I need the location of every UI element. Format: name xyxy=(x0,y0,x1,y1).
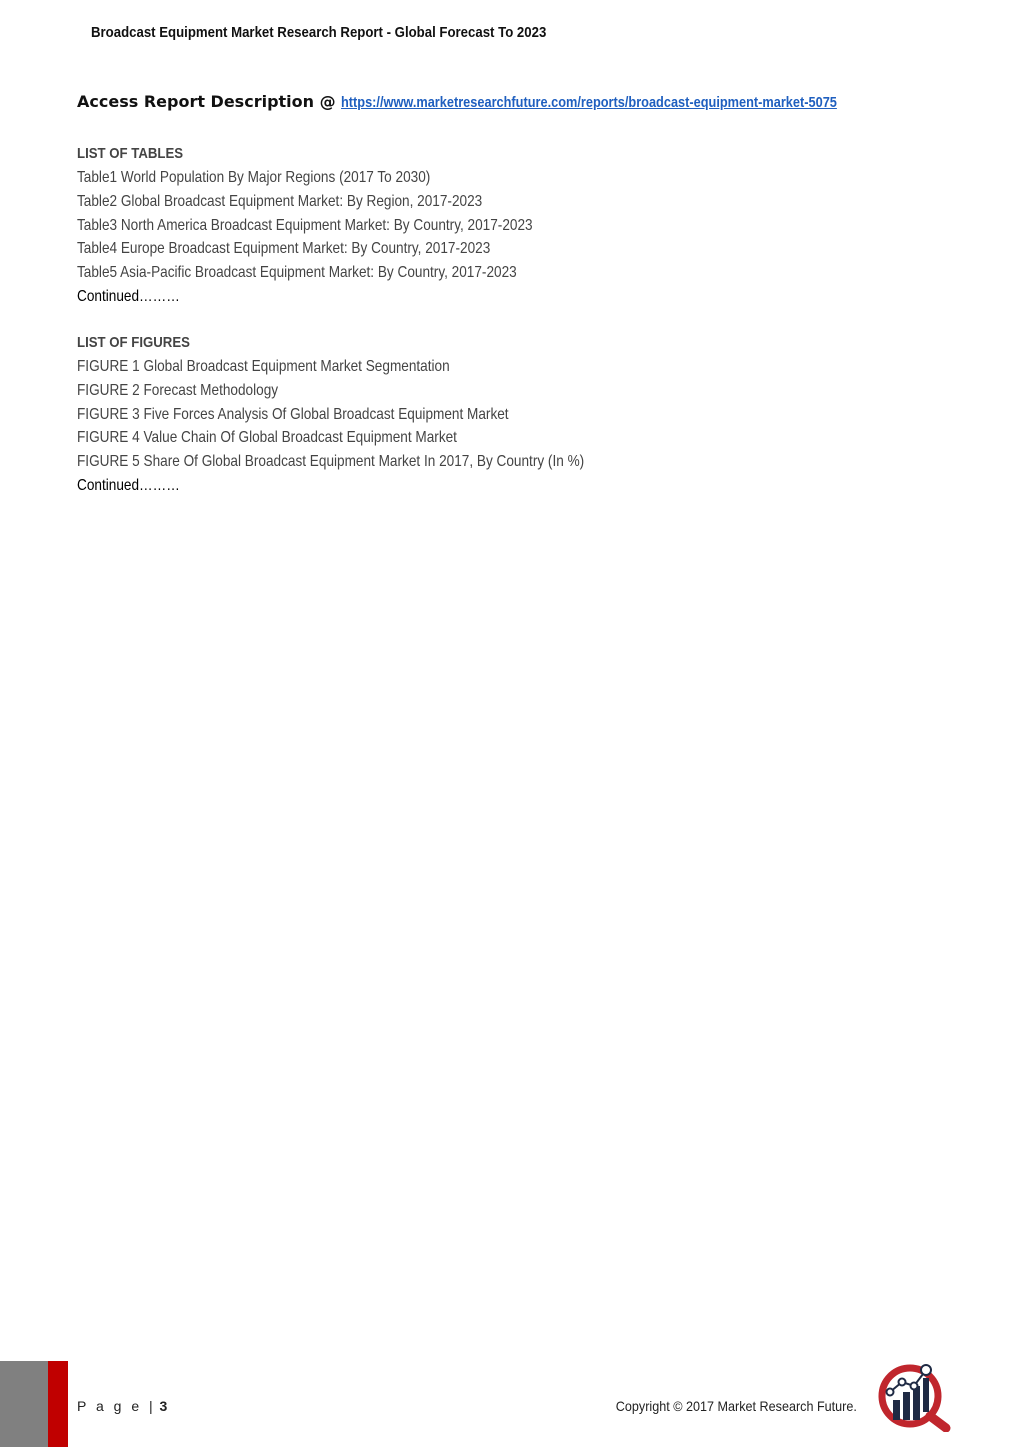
footer-red-bar xyxy=(48,1361,68,1447)
logo-point-4 xyxy=(921,1365,931,1375)
report-url-link[interactable]: https://www.marketresearchfuture.com/reports/broadcast-equipment-market-5075 xyxy=(341,95,838,111)
logo-bar-3 xyxy=(913,1386,920,1420)
logo-point-2 xyxy=(899,1379,906,1386)
list-item: FIGURE 1 Global Broadcast Equipment Market Segmentation xyxy=(77,358,450,375)
tables-continued-text: Continued……… xyxy=(77,287,180,305)
footer-gray-bar xyxy=(0,1361,48,1447)
list-of-tables xyxy=(77,142,613,309)
access-report-label: Access Report Description @ xyxy=(77,92,342,111)
list-of-figures xyxy=(77,331,674,498)
logo-bar-1 xyxy=(893,1400,900,1420)
list-item: Table3 North America Broadcast Equipment Market: By Country, 2017-2023 xyxy=(77,216,533,234)
list-item: Table4 Europe Broadcast Equipment Market: By Country, 2017-2023 xyxy=(77,240,491,258)
copyright-text: Copyright © 2017 Market Research Future. xyxy=(615,1398,857,1414)
document-header-title: Broadcast Equipment Market Research Report - Global Forecast To 2023 xyxy=(91,24,547,41)
list-item: Table5 Asia-Pacific Broadcast Equipment Market: By Country, 2017-2023 xyxy=(77,264,517,282)
logo-bar-2 xyxy=(903,1392,910,1420)
list-of-figures-heading: LIST OF FIGURES xyxy=(77,334,190,351)
list-item: FIGURE 2 Forecast Methodology xyxy=(77,381,279,399)
market-research-future-logo-icon xyxy=(876,1362,952,1432)
list-item: FIGURE 5 Share Of Global Broadcast Equipment Market In 2017, By Country (In %) xyxy=(77,453,585,471)
page-number-value: 3 xyxy=(159,1398,168,1414)
figures-continued-text: Continued……… xyxy=(77,476,180,494)
list-item: FIGURE 3 Five Forces Analysis Of Global Broadcast Equipment Market xyxy=(77,405,509,423)
page-label: P a g e | xyxy=(77,1398,156,1414)
logo-bar-4 xyxy=(923,1378,929,1412)
logo-point-1 xyxy=(887,1389,894,1396)
list-item: Table2 Global Broadcast Equipment Market: By Region, 2017-2023 xyxy=(77,192,483,210)
page-number xyxy=(77,1398,167,1414)
list-item: Table1 World Population By Major Regions (2017 To 2030) xyxy=(77,169,431,186)
list-item: FIGURE 4 Value Chain Of Global Broadcast Equipment Market xyxy=(77,429,457,447)
access-report-line xyxy=(77,92,905,112)
logo-point-3 xyxy=(911,1383,918,1390)
list-of-tables-heading: LIST OF TABLES xyxy=(77,145,184,162)
logo-magnifier-handle xyxy=(930,1416,946,1428)
